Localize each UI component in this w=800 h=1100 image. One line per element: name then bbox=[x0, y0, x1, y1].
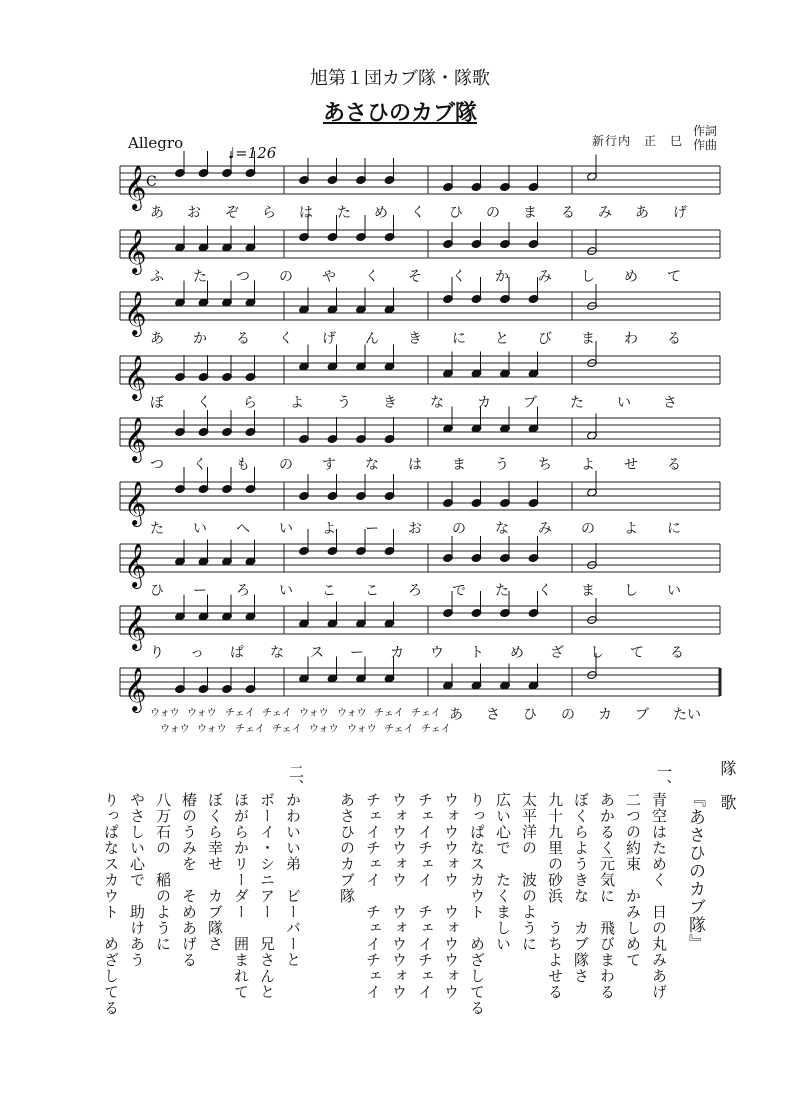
lyric-syllable: る bbox=[667, 331, 681, 347]
lyric-syllable: み bbox=[538, 521, 552, 537]
tempo-marking: Allegro bbox=[128, 134, 184, 152]
lyric-row bbox=[150, 518, 730, 536]
lyric-syllable: チェイ bbox=[235, 724, 265, 735]
lyric-syllable: ス bbox=[310, 645, 324, 661]
lyric-syllable: っ bbox=[190, 645, 204, 661]
lyrics-heading: 隊 歌 bbox=[718, 760, 737, 811]
lyric-syllable: く bbox=[279, 331, 293, 347]
lyric-syllable: き bbox=[383, 395, 397, 411]
lyric-syllable: ち bbox=[538, 457, 552, 473]
lyric-row bbox=[150, 642, 730, 660]
lyric-syllable: い bbox=[279, 583, 293, 599]
lyric-line: チェイチェイ チェイチェイ bbox=[416, 792, 434, 1000]
common-time-icon: C bbox=[146, 174, 157, 190]
lyric-line: ウォウウォウ ウォウウォウ bbox=[390, 792, 408, 1000]
lyric-syllable: み bbox=[538, 269, 552, 285]
lyric-syllable: す bbox=[322, 457, 336, 473]
lyric-syllable: ト bbox=[470, 645, 484, 661]
lyric-line: あさひのカブ隊 bbox=[338, 792, 356, 904]
treble-clef-icon: 𝄞 bbox=[124, 667, 147, 711]
lyric-syllable: ウォウ bbox=[347, 724, 377, 735]
lyric-syllable: の bbox=[561, 707, 575, 723]
lyric-syllable: つ bbox=[236, 269, 250, 285]
lyric-syllable: は bbox=[408, 457, 422, 473]
lyric-line: 八万石の 稲のように bbox=[154, 792, 172, 952]
lyric-row bbox=[150, 580, 730, 598]
lyric-syllable: へ bbox=[236, 521, 250, 537]
lyric-line: りっぱなスカウト めざしてる bbox=[102, 792, 120, 1016]
lyric-syllable: せ bbox=[624, 457, 638, 473]
lyric-syllable: チェイ bbox=[262, 708, 292, 719]
lyric-syllable: に bbox=[452, 331, 466, 347]
treble-clef-icon: 𝄞 bbox=[124, 291, 147, 335]
role-lyrics: 作詞 bbox=[693, 124, 718, 138]
lyric-syllable: く bbox=[538, 583, 552, 599]
lyric-syllable: よ bbox=[322, 521, 336, 537]
lyric-syllable: あ bbox=[635, 205, 649, 221]
lyric-line: ぼくら幸せ カブ隊さ bbox=[206, 792, 224, 952]
lyric-syllable: び bbox=[538, 331, 552, 347]
lyric-line: 椿のうみを そめあげる bbox=[180, 792, 198, 968]
lyric-syllable: い bbox=[193, 521, 207, 537]
lyrics-title: 『あさひのカブ隊』 bbox=[685, 790, 705, 952]
lyric-syllable: げ bbox=[673, 205, 687, 221]
lyric-syllable: ざ bbox=[550, 645, 564, 661]
lyric-syllable: の bbox=[581, 521, 595, 537]
lyric-line: 太平洋の 波のように bbox=[520, 792, 538, 952]
lyric-syllable: よ bbox=[581, 457, 595, 473]
lyric-syllable: て bbox=[630, 645, 644, 661]
lyric-line: ぼくらようきな カブ隊さ bbox=[572, 792, 590, 984]
lyric-syllable: た bbox=[193, 269, 207, 285]
lyric-syllable: ら bbox=[243, 395, 257, 411]
lyric-syllable: よ bbox=[290, 395, 304, 411]
lyric-syllable: チェイ bbox=[384, 724, 414, 735]
lyric-syllable: う bbox=[495, 457, 509, 473]
lyric-syllable: チェイ bbox=[411, 708, 441, 719]
lyric-syllable: く bbox=[197, 395, 211, 411]
lyric-syllable: ブ bbox=[523, 395, 537, 411]
lyric-syllable: ブ bbox=[635, 707, 649, 723]
lyric-syllable: も bbox=[236, 457, 250, 473]
lyric-syllable: か bbox=[193, 331, 207, 347]
lyric-syllable: ひ bbox=[449, 205, 463, 221]
lyric-syllable: で bbox=[452, 583, 466, 599]
lyric-syllable: ろ bbox=[236, 583, 250, 599]
role-music: 作曲 bbox=[693, 138, 718, 152]
lyric-syllable: チェイ bbox=[421, 724, 451, 735]
lyric-syllable: げ bbox=[322, 331, 336, 347]
lyric-syllable: ウォウ bbox=[197, 724, 227, 735]
treble-clef-icon: 𝄞 bbox=[124, 355, 147, 399]
lyric-syllable: い bbox=[617, 395, 631, 411]
lyric-syllable: ウ bbox=[430, 645, 444, 661]
lyric-syllable: ウォウ bbox=[299, 708, 329, 719]
lyric-syllable: ふ bbox=[150, 269, 164, 285]
lyric-syllable: あ bbox=[150, 331, 164, 347]
lyric-syllable: は bbox=[299, 205, 313, 221]
lyric-syllable: い bbox=[667, 583, 681, 599]
lyric-line: ボーイ・シニアー 兄さんと bbox=[258, 792, 276, 1000]
verse2-number: 二、 bbox=[287, 764, 305, 794]
lyric-row bbox=[150, 266, 730, 284]
lyric-syllable: カ bbox=[477, 395, 491, 411]
lyric-line: 九十九里の砂浜 うちよせる bbox=[546, 792, 564, 1000]
lyric-syllable: ウォウ bbox=[309, 724, 339, 735]
lyric-syllable: に bbox=[667, 521, 681, 537]
lyric-syllable: チェイ bbox=[374, 708, 404, 719]
lyric-syllable: さ bbox=[663, 395, 677, 411]
lyric-syllable: あ bbox=[449, 707, 463, 723]
lyric-syllable: る bbox=[667, 457, 681, 473]
treble-clef-icon: 𝄞 bbox=[124, 543, 147, 587]
lyric-syllable: そ bbox=[408, 269, 422, 285]
lyric-syllable: こ bbox=[365, 583, 379, 599]
lyric-line: 広い心で たくましい bbox=[494, 792, 512, 952]
lyric-syllable: め bbox=[624, 269, 638, 285]
lyric-row bbox=[150, 454, 730, 472]
lyric-syllable: ぞ bbox=[225, 205, 239, 221]
lyric-syllable: く bbox=[452, 269, 466, 285]
treble-clef-icon: 𝄞 bbox=[124, 605, 147, 649]
lyric-syllable: ぼ bbox=[150, 395, 164, 411]
lyric-syllable: ま bbox=[452, 457, 466, 473]
lyric-line: ウォウウォウ ウォウウォウ bbox=[442, 792, 460, 1000]
lyric-syllable: ま bbox=[581, 331, 595, 347]
song-subtitle: 旭第１団カブ隊・隊歌 bbox=[310, 68, 490, 89]
lyric-syllable: カ bbox=[390, 645, 404, 661]
lyric-syllable: や bbox=[322, 269, 336, 285]
lyric-syllable: こ bbox=[322, 583, 336, 599]
lyric-syllable: ま bbox=[581, 583, 595, 599]
lyric-syllable: る bbox=[561, 205, 575, 221]
treble-clef-icon: 𝄞 bbox=[124, 165, 147, 209]
lyric-syllable: ま bbox=[523, 205, 537, 221]
metronome-marking: ♩=126 bbox=[228, 144, 277, 162]
lyric-syllable: く bbox=[411, 205, 425, 221]
lyric-syllable: つ bbox=[150, 457, 164, 473]
treble-clef-icon: 𝄞 bbox=[124, 481, 147, 525]
lyric-line: ほがらかリーダー 囲まれて bbox=[232, 792, 250, 1000]
lyric-syllable: ー bbox=[350, 645, 364, 661]
lyric-syllable: る bbox=[236, 331, 250, 347]
lyric-syllable: ー bbox=[365, 521, 379, 537]
lyric-syllable: め bbox=[374, 205, 388, 221]
treble-clef-icon: 𝄞 bbox=[124, 229, 147, 273]
lyric-syllable: い bbox=[279, 521, 293, 537]
lyric-syllable: ん bbox=[365, 331, 379, 347]
lyric-syllable: め bbox=[510, 645, 524, 661]
lyric-row bbox=[150, 202, 730, 220]
lyric-syllable: て bbox=[667, 269, 681, 285]
lyric-syllable: し bbox=[624, 583, 638, 599]
lyric-syllable: た bbox=[495, 583, 509, 599]
song-title: あさひのカブ隊 bbox=[322, 100, 477, 126]
lyric-syllable: わ bbox=[624, 331, 638, 347]
lyric-syllable: ら bbox=[262, 205, 276, 221]
lyric-syllable: ー bbox=[193, 583, 207, 599]
lyric-syllable: み bbox=[598, 205, 612, 221]
lyric-syllable: ぱ bbox=[230, 645, 244, 661]
treble-clef-icon: 𝄞 bbox=[124, 417, 147, 461]
lyric-syllable: ウォウ bbox=[160, 724, 190, 735]
lyric-syllable: と bbox=[495, 331, 509, 347]
lyric-syllable: さ bbox=[486, 707, 500, 723]
lyric-syllable: な bbox=[270, 645, 284, 661]
lyric-syllable: し bbox=[590, 645, 604, 661]
lyric-line: チェイチェイ チェイチェイ bbox=[364, 792, 382, 1000]
lyric-syllable: な bbox=[495, 521, 509, 537]
lyric-syllable: たい bbox=[673, 707, 701, 723]
lyric-syllable: の bbox=[279, 457, 293, 473]
lyric-syllable: の bbox=[279, 269, 293, 285]
lyric-syllable: お bbox=[408, 521, 422, 537]
lyric-syllable: チェイ bbox=[225, 708, 255, 719]
lyric-syllable: ろ bbox=[408, 583, 422, 599]
verse1-number: 一、 bbox=[655, 764, 673, 794]
lyric-syllable: う bbox=[337, 395, 351, 411]
lyric-syllable: ウォウ bbox=[337, 708, 367, 719]
lyric-syllable: ひ bbox=[523, 707, 537, 723]
lyric-syllable: ひ bbox=[150, 583, 164, 599]
lyric-syllable: る bbox=[670, 645, 684, 661]
lyric-line: 二つの約束 かみしめて bbox=[624, 792, 642, 968]
lyric-row bbox=[150, 392, 730, 410]
lyric-syllable: き bbox=[408, 331, 422, 347]
lyric-line: 青空はためく 日の丸みあげ bbox=[650, 792, 668, 1000]
lyric-syllable: た bbox=[570, 395, 584, 411]
lyric-syllable: な bbox=[430, 395, 444, 411]
lyric-syllable: ウォウ bbox=[150, 708, 180, 719]
lyric-line: りっぱなスカウト めざしてる bbox=[468, 792, 486, 1016]
lyric-syllable: し bbox=[581, 269, 595, 285]
lyric-syllable: り bbox=[150, 645, 164, 661]
lyric-syllable: く bbox=[193, 457, 207, 473]
lyric-syllable: か bbox=[495, 269, 509, 285]
lyric-syllable: あ bbox=[150, 205, 164, 221]
lyric-line: やさしい心で 助けあう bbox=[128, 792, 146, 968]
lyric-line: あかるく元気に 飛びまわる bbox=[598, 792, 616, 1000]
lyric-syllable: カ bbox=[598, 707, 612, 723]
lyric-syllable: く bbox=[365, 269, 379, 285]
lyric-row-second bbox=[150, 720, 730, 738]
lyric-syllable: た bbox=[150, 521, 164, 537]
lyric-syllable: ウォウ bbox=[187, 708, 217, 719]
lyric-syllable: よ bbox=[624, 521, 638, 537]
lyric-syllable: の bbox=[486, 205, 500, 221]
lyric-syllable: チェイ bbox=[272, 724, 302, 735]
lyric-line: かわいい弟 ビーバーと bbox=[284, 792, 302, 968]
lyric-row bbox=[150, 328, 730, 346]
lyric-syllable: の bbox=[452, 521, 466, 537]
composer-names: 新行内 正 巳 bbox=[592, 134, 684, 148]
lyric-syllable: お bbox=[187, 205, 201, 221]
lyric-syllable: た bbox=[337, 205, 351, 221]
lyric-syllable: な bbox=[365, 457, 379, 473]
